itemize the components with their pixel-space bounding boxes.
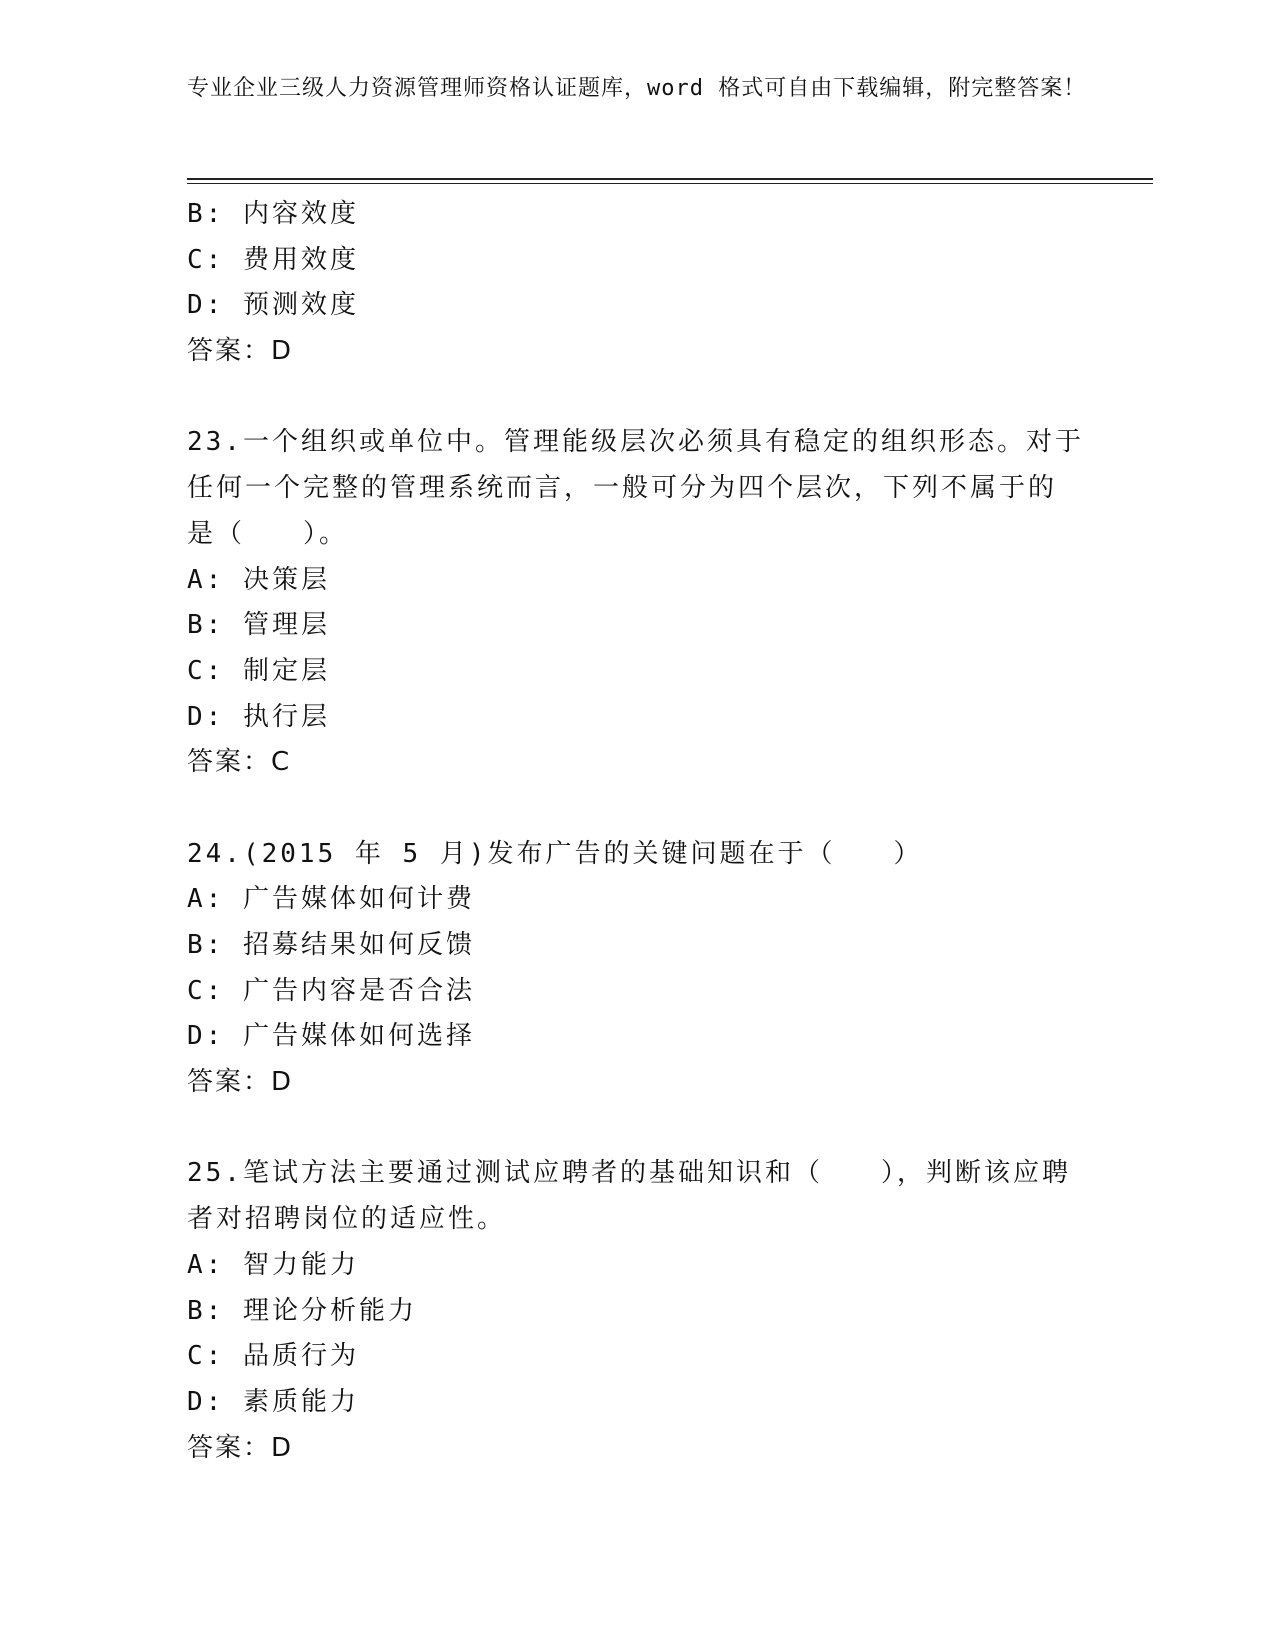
option-line: D: 素质能力 [187, 1386, 359, 1417]
answer-line: 答案：D [187, 1432, 294, 1463]
spacer [187, 375, 1087, 421]
option-line: A: 广告媒体如何计费 [187, 884, 475, 915]
question-stem-line: 任何一个完整的管理系统而言，一般可分为四个层次，下列不属于的 [187, 473, 1058, 504]
option-line: B: 管理层 [187, 610, 330, 641]
answer-line: 答案：D [187, 1067, 294, 1098]
option-line: C: 广告内容是否合法 [187, 975, 475, 1006]
document-body [187, 192, 1087, 1471]
question-24 [187, 832, 1087, 1106]
document-header: 专业企业三级人力资源管理师资格认证题库，word 格式可自由下载编辑，附完整答案！ [187, 76, 1087, 101]
option-line: A: 决策层 [187, 564, 330, 595]
prev-question-block [187, 192, 1087, 375]
question-stem-line: 23.一个组织或单位中。管理能级层次必须具有稳定的组织形态。对于 [187, 427, 1084, 458]
option-line: C: 费用效度 [187, 244, 359, 275]
option-line: B: 内容效度 [187, 199, 359, 229]
question-23 [187, 420, 1087, 786]
question-stem-line: 25.笔试方法主要通过测试应聘者的基础知识和（ ），判断该应聘 [187, 1158, 1071, 1189]
header-rule-thick [187, 178, 1153, 180]
question-stem-line: 者对招聘岗位的适应性。 [187, 1204, 507, 1235]
option-line: C: 制定层 [187, 655, 330, 686]
question-stem-line: 24.(2015 年 5 月)发布广告的关键问题在于（ ） [187, 838, 923, 869]
option-line: A: 智力能力 [187, 1249, 359, 1280]
answer-line: 答案：C [187, 747, 292, 778]
question-stem-line: 是（ ）。 [187, 518, 349, 549]
option-line: D: 预测效度 [187, 290, 359, 321]
question-25 [187, 1151, 1087, 1471]
option-line: D: 广告媒体如何选择 [187, 1021, 475, 1052]
spacer [187, 786, 1087, 832]
option-line: D: 执行层 [187, 701, 330, 732]
option-line: C: 品质行为 [187, 1341, 359, 1372]
option-line: B: 理论分析能力 [187, 1295, 417, 1326]
answer-line: 答案：D [187, 336, 294, 367]
spacer [187, 1106, 1087, 1152]
option-line: B: 招募结果如何反馈 [187, 930, 475, 960]
header-rule-thin [187, 183, 1153, 184]
